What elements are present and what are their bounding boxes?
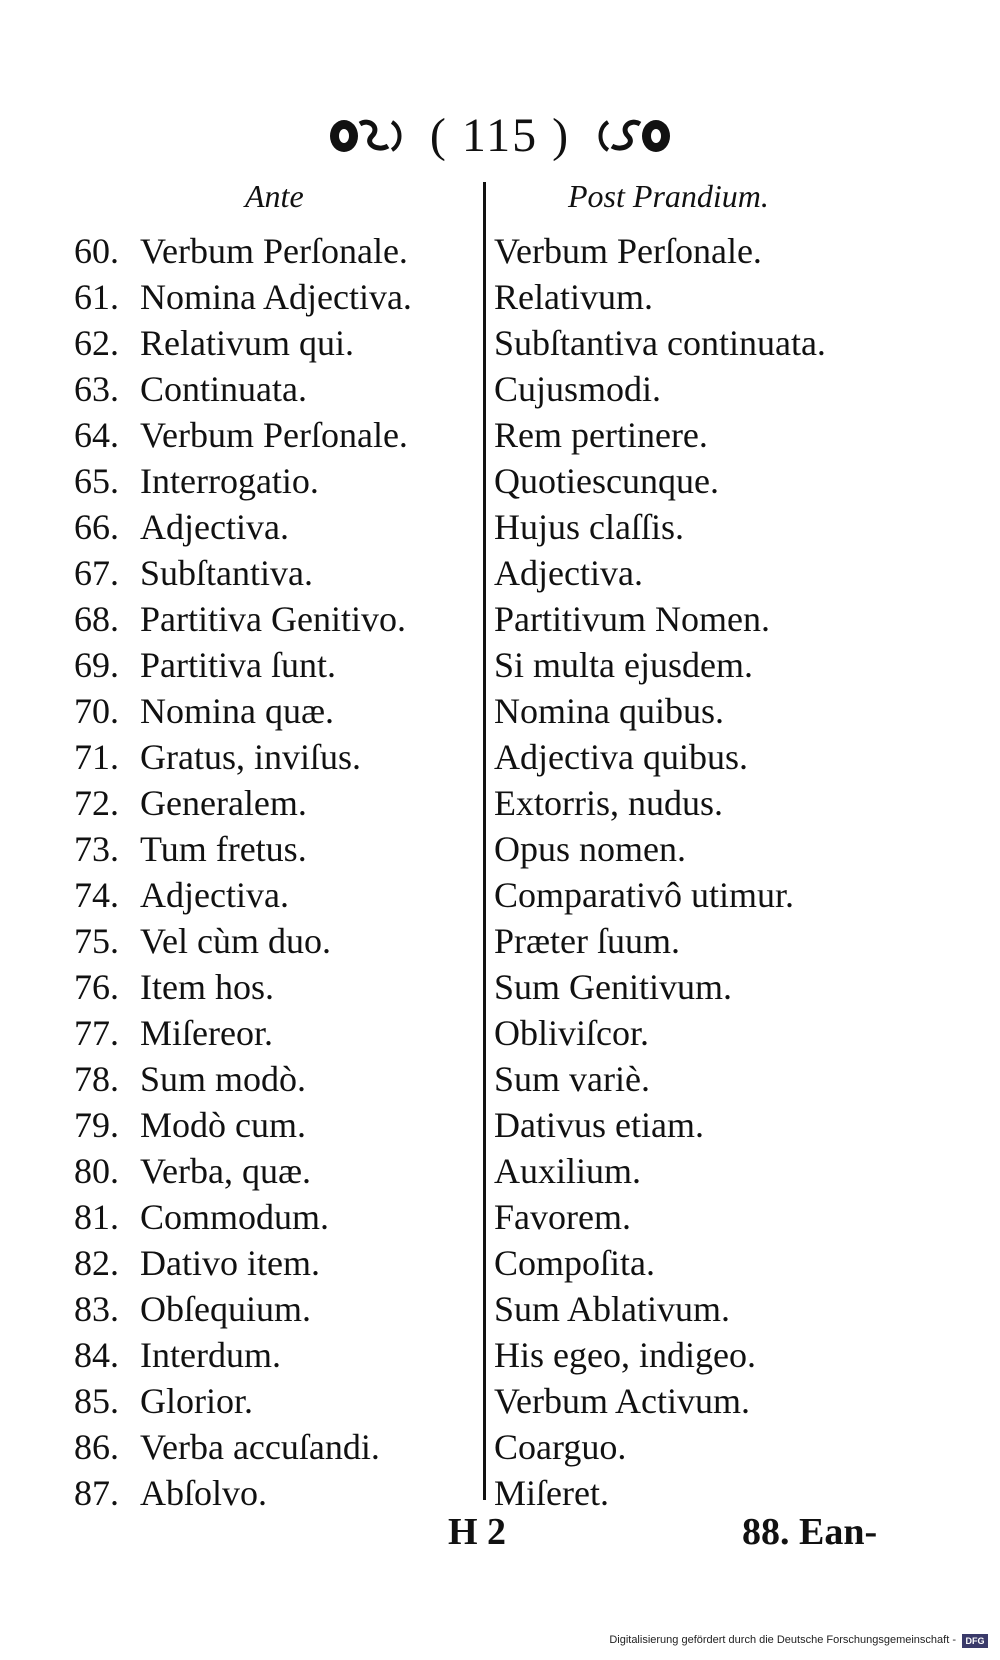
table-row <box>0 504 1000 550</box>
row-number: 71. <box>74 737 119 777</box>
row-left-text: Interdum. <box>140 1335 281 1375</box>
row-right-text: Dativus etiam. <box>494 1105 704 1145</box>
row-number: 63. <box>74 369 119 409</box>
row-number: 79. <box>74 1105 119 1145</box>
row-right-text: Verbum Perſonale. <box>494 231 762 271</box>
row-left-text: Generalem. <box>140 783 307 823</box>
row-right-text: Miſeret. <box>494 1473 609 1513</box>
table-row <box>0 1056 1000 1102</box>
row-left-text: Subſtantiva. <box>140 553 313 593</box>
row-right-text: Sum Genitivum. <box>494 967 733 1007</box>
row-right-text: Opus nomen. <box>494 829 686 869</box>
table-row <box>0 274 1000 320</box>
row-left-text: Obſequium. <box>140 1289 311 1329</box>
page-number: ( 115 ) <box>429 109 571 162</box>
row-right-text: Cujusmodi. <box>494 369 662 409</box>
row-right-text: Adjectiva. <box>494 553 643 593</box>
signature-mark: H 2 <box>448 1511 507 1553</box>
row-number: 80. <box>74 1151 119 1191</box>
row-number: 86. <box>74 1427 119 1467</box>
row-number: 65. <box>74 461 119 501</box>
row-left-text: Sum modò. <box>140 1059 307 1099</box>
dfg-logo: DFG <box>962 1634 988 1648</box>
row-left-text: Verba accuſandi. <box>140 1427 380 1467</box>
row-left-text: Tum fretus. <box>140 829 307 869</box>
row-number: 60. <box>74 231 119 271</box>
row-number: 70. <box>74 691 119 731</box>
row-number: 73. <box>74 829 119 869</box>
row-right-text: Obliviſcor. <box>494 1013 649 1053</box>
row-left-text: Interrogatio. <box>140 461 319 501</box>
row-left-text: Partitiva ſunt. <box>140 645 336 685</box>
table-row <box>0 1010 1000 1056</box>
table-row <box>0 1240 1000 1286</box>
row-right-text: Verbum Activum. <box>494 1381 750 1421</box>
table-row <box>0 964 1000 1010</box>
row-left-text: Continuata. <box>140 369 307 409</box>
row-right-text: Sum variè. <box>494 1059 650 1099</box>
row-number: 85. <box>74 1381 119 1421</box>
row-right-text: Favorem. <box>494 1197 631 1237</box>
table-row <box>0 688 1000 734</box>
table-rows <box>0 228 1000 1516</box>
row-number: 83. <box>74 1289 119 1329</box>
row-number: 77. <box>74 1013 119 1053</box>
row-left-text: Verbum Perſonale. <box>140 415 408 455</box>
row-number: 69. <box>74 645 119 685</box>
row-number: 74. <box>74 875 119 915</box>
row-left-text: Adjectiva. <box>140 875 289 915</box>
row-left-text: Vel cùm duo. <box>140 921 331 961</box>
row-right-text: Quotiescunque. <box>494 461 719 501</box>
table-row <box>0 872 1000 918</box>
row-right-text: Præter ſuum. <box>494 921 680 961</box>
row-right-text: Compoſita. <box>494 1243 655 1283</box>
table-row <box>0 1102 1000 1148</box>
digitization-credit: Digitalisierung gefördert durch die Deutsche Forschungsgemeinschaft - <box>609 1634 956 1646</box>
row-left-text: Partitiva Genitivo. <box>140 599 406 639</box>
row-number: 82. <box>74 1243 119 1283</box>
row-right-text: Auxilium. <box>494 1151 642 1191</box>
table-row <box>0 1148 1000 1194</box>
row-right-text: Coarguo. <box>494 1427 627 1467</box>
table-row <box>0 1286 1000 1332</box>
row-number: 67. <box>74 553 119 593</box>
row-left-text: Relativum qui. <box>140 323 354 363</box>
row-right-text: Sum Ablativum. <box>494 1289 731 1329</box>
table-row <box>0 550 1000 596</box>
table-row <box>0 1194 1000 1240</box>
row-left-text: Glorior. <box>140 1381 253 1421</box>
row-right-text: Extorris, nudus. <box>494 783 723 823</box>
row-number: 84. <box>74 1335 119 1375</box>
row-right-text: Adjectiva quibus. <box>494 737 748 777</box>
table-row <box>0 320 1000 366</box>
page-header <box>0 108 1000 168</box>
row-left-text: Nomina Adjectiva. <box>140 277 412 317</box>
row-number: 76. <box>74 967 119 1007</box>
row-left-text: Commodum. <box>140 1197 330 1237</box>
row-left-text: Item hos. <box>140 967 274 1007</box>
row-right-text: Comparativô utimur. <box>494 875 794 915</box>
row-left-text: Verba, quæ. <box>140 1151 311 1191</box>
right-column-heading: Post Prandium. <box>568 178 769 214</box>
row-right-text: Rem pertinere. <box>494 415 708 455</box>
table-row <box>0 596 1000 642</box>
table-row <box>0 780 1000 826</box>
table-row <box>0 826 1000 872</box>
row-number: 75. <box>74 921 119 961</box>
row-left-text: Miſereor. <box>140 1013 273 1053</box>
row-left-text: Dativo item. <box>140 1243 320 1283</box>
row-left-text: Gratus, inviſus. <box>140 737 361 777</box>
row-left-text: Verbum Perſonale. <box>140 231 408 271</box>
catchword-next-page: 88. Ean- <box>742 1511 878 1553</box>
row-number: 87. <box>74 1473 119 1513</box>
table-row <box>0 458 1000 504</box>
row-number: 78. <box>74 1059 119 1099</box>
row-right-text: Si multa ejusdem. <box>494 645 753 685</box>
left-column-heading: Ante <box>245 178 304 214</box>
table-row <box>0 1332 1000 1378</box>
row-right-text: Hujus claſſis. <box>494 507 684 547</box>
table-row <box>0 1424 1000 1470</box>
row-left-text: Adjectiva. <box>140 507 289 547</box>
row-left-text: Modò cum. <box>140 1105 306 1145</box>
row-right-text: Partitivum Nomen. <box>494 599 770 639</box>
table-row <box>0 642 1000 688</box>
row-number: 62. <box>74 323 119 363</box>
row-number: 64. <box>74 415 119 455</box>
row-number: 81. <box>74 1197 119 1237</box>
row-left-text: Abſolvo. <box>140 1473 268 1513</box>
row-right-text: Relativum. <box>494 277 653 317</box>
table-row <box>0 412 1000 458</box>
table-row <box>0 228 1000 274</box>
row-right-text: Nomina quibus. <box>494 691 724 731</box>
left-ornament-icon <box>326 114 418 158</box>
row-left-text: Nomina quæ. <box>140 691 334 731</box>
table-row <box>0 734 1000 780</box>
row-number: 68. <box>74 599 119 639</box>
right-ornament-icon <box>582 114 674 158</box>
table-row <box>0 1378 1000 1424</box>
row-number: 72. <box>74 783 119 823</box>
row-right-text: His egeo, indigeo. <box>494 1335 756 1375</box>
row-right-text: Subſtantiva continuata. <box>494 323 826 363</box>
row-number: 61. <box>74 277 119 317</box>
table-row <box>0 918 1000 964</box>
table-row <box>0 366 1000 412</box>
row-number: 66. <box>74 507 119 547</box>
